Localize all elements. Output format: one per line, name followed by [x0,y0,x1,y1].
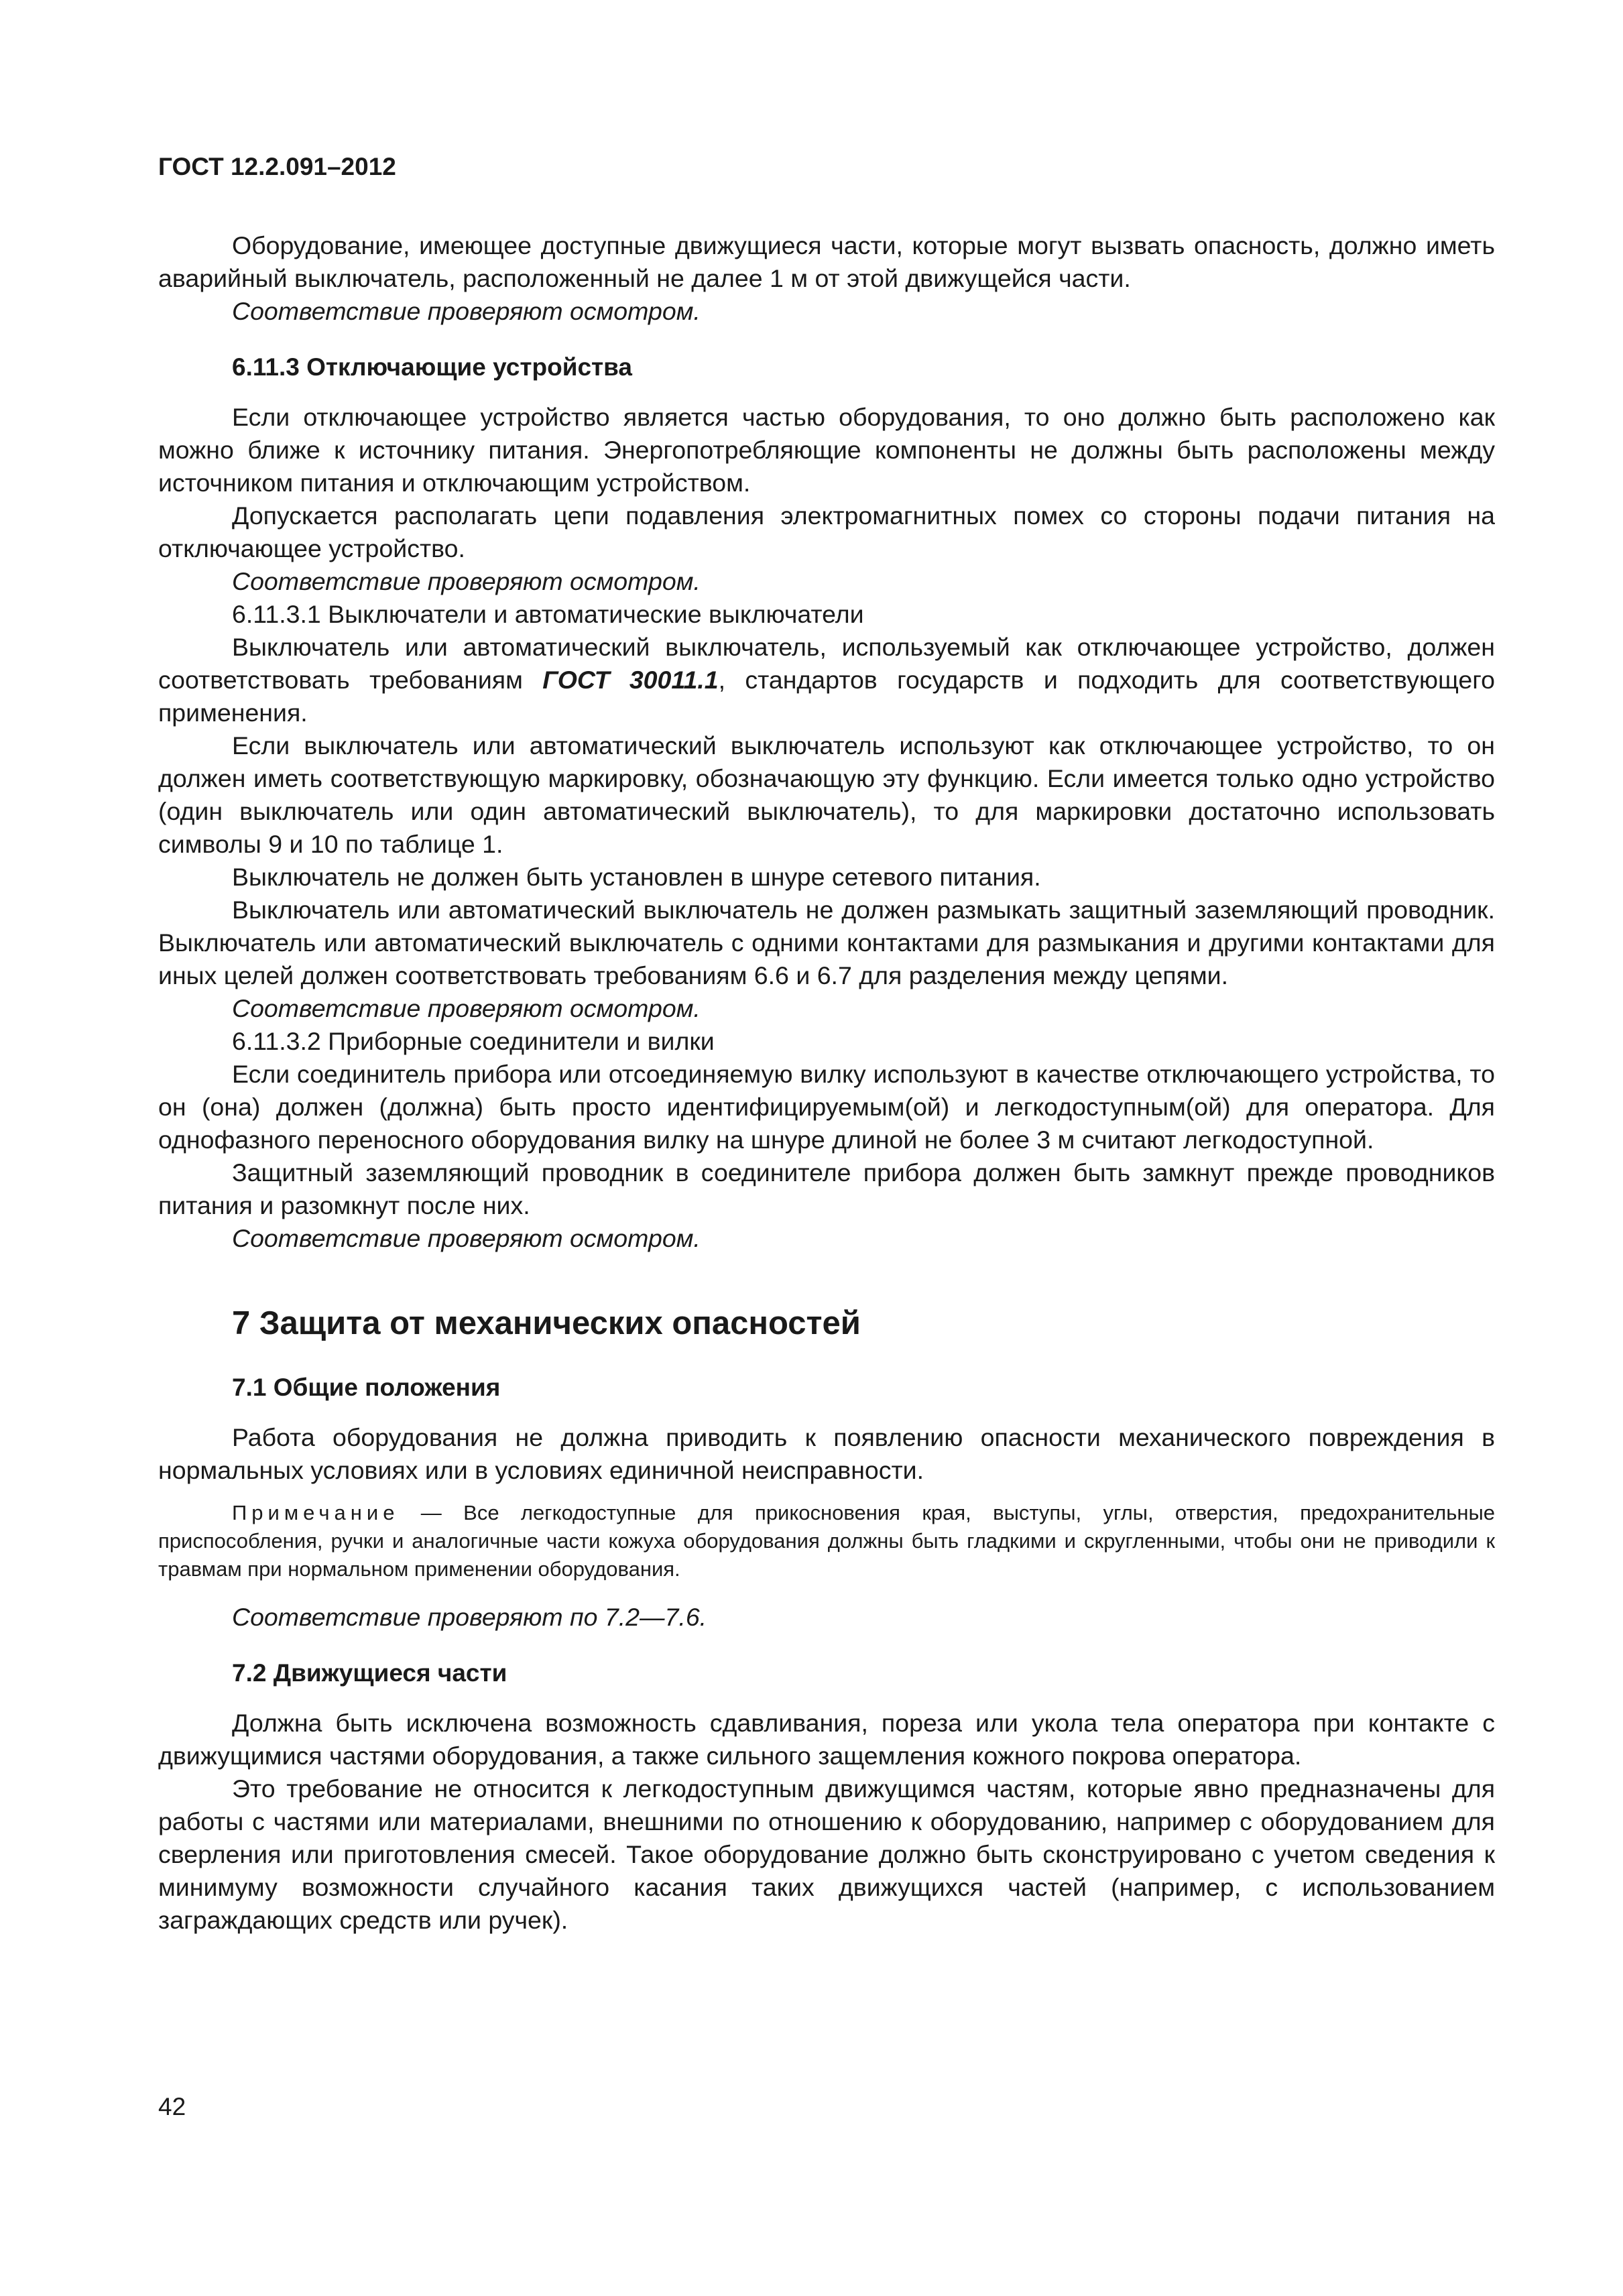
subsection-title-6-11-3-1: 6.11.3.1 Выключатели и автоматические выключатели [232,600,864,628]
paragraph: Защитный заземляющий проводник в соединителе прибора должен быть замкнут прежде проводников питания и разомкнут после них. [158,1158,1495,1219]
note [158,1499,1495,1583]
subsection-title-6-11-3-2: 6.11.3.2 Приборные соединители и вилки [232,1027,715,1055]
compliance-note: Соответствие проверяют осмотром. [232,1224,701,1252]
paragraph: Если выключатель или автоматический выключатель используют как отключающее устройство, то он должен иметь соответствующую маркировку, обозначающую эту функцию. Если имеется только одно устройство (один выключатель или один автоматический выключатель), то для маркировки достаточно использовать символы 9 и 10 по таблице 1. [158,731,1495,858]
chapter-heading-7: 7 Защита от механических опасностей [232,1305,861,1341]
paragraph: Если соединитель прибора или отсоединяемую вилку используют в качестве отключающего устройства, то он (она) должен (должна) быть просто идентифицируемым(ой) и легкодоступным(ой) для оператора. Для однофазного переносного оборудования вилку на шнуре длиной не более 3 м считают легкодоступной. [158,1060,1495,1154]
standard-reference: ГОСТ 30011.1 [542,666,719,694]
paragraph: Допускается располагать цепи подавления электромагнитных помех со стороны подачи питания на отключающее устройство. [158,501,1495,562]
note-text: — Все легкодоступные для прикосновения края, выступы, углы, отверстия, предохранительные приспособления, ручки и аналогичные части кожуха оборудования должны быть гладкими и скругленными, чтобы они не приводили к травмам при нормальном применении оборудования. [158,1501,1495,1581]
text-run: Выключатель или автоматический выключатель, используемый как отключающее устройство, должен соответствовать требованиям [158,633,1495,694]
paragraph: Если отключающее устройство является частью оборудования, то оно должно быть расположено как можно ближе к источнику питания. Энергопотребляющие компоненты не должны быть расположены между источником питания и отключающим устройством. [158,403,1495,497]
paragraph [158,631,1495,729]
document-header: ГОСТ 12.2.091–2012 [158,153,396,180]
compliance-note: Соответствие проверяют осмотром. [232,297,701,325]
page-number: 42 [158,2093,186,2120]
note-label: Примечание [232,1501,400,1524]
paragraph: Оборудование, имеющее доступные движущиеся части, которые могут вызвать опасность, должно иметь аварийный выключатель, расположенный не далее 1 м от этой движущейся части. [158,231,1495,292]
compliance-note: Соответствие проверяют осмотром. [232,567,701,595]
paragraph: Выключатель не должен быть установлен в шнуре сетевого питания. [232,863,1041,891]
paragraph: Должна быть исключена возможность сдавливания, пореза или укола тела оператора при контакте с движущимися частями оборудования, а также сильного защемления кожного покрова оператора. [158,1709,1495,1770]
section-heading-7-2: 7.2 Движущиеся части [232,1659,507,1687]
section-heading-7-1: 7.1 Общие положения [232,1374,501,1401]
text-run: , стандартов государств и подходить для соответствующего применения. [158,666,1495,727]
document-body [158,229,1495,1937]
section-heading-6-11-3: 6.11.3 Отключающие устройства [232,353,632,381]
paragraph: Это требование не относится к легкодоступным движущимся частям, которые явно предназначены для работы с частями или материалами, внешними по отношению к оборудованию, например с оборудованием для сверления или приготовления смесей. Такое оборудование должно быть сконструировано с учетом сведения к минимуму возможности случайного касания таких движущихся частей (например, с использованием заграждающих средств или ручек). [158,1774,1495,1934]
compliance-note: Соответствие проверяют по 7.2—7.6. [232,1603,707,1631]
paragraph: Работа оборудования не должна приводить к появлению опасности механического повреждения в нормальных условиях или в условиях единичной неисправности. [158,1423,1495,1484]
paragraph: Выключатель или автоматический выключатель не должен размыкать защитный заземляющий проводник. Выключатель или автоматический выключатель с одними контактами для размыкания и другими контактами для иных целей должен соответствовать требованиям 6.6 и 6.7 для разделения между цепями. [158,896,1495,989]
compliance-note: Соответствие проверяют осмотром. [232,994,701,1022]
